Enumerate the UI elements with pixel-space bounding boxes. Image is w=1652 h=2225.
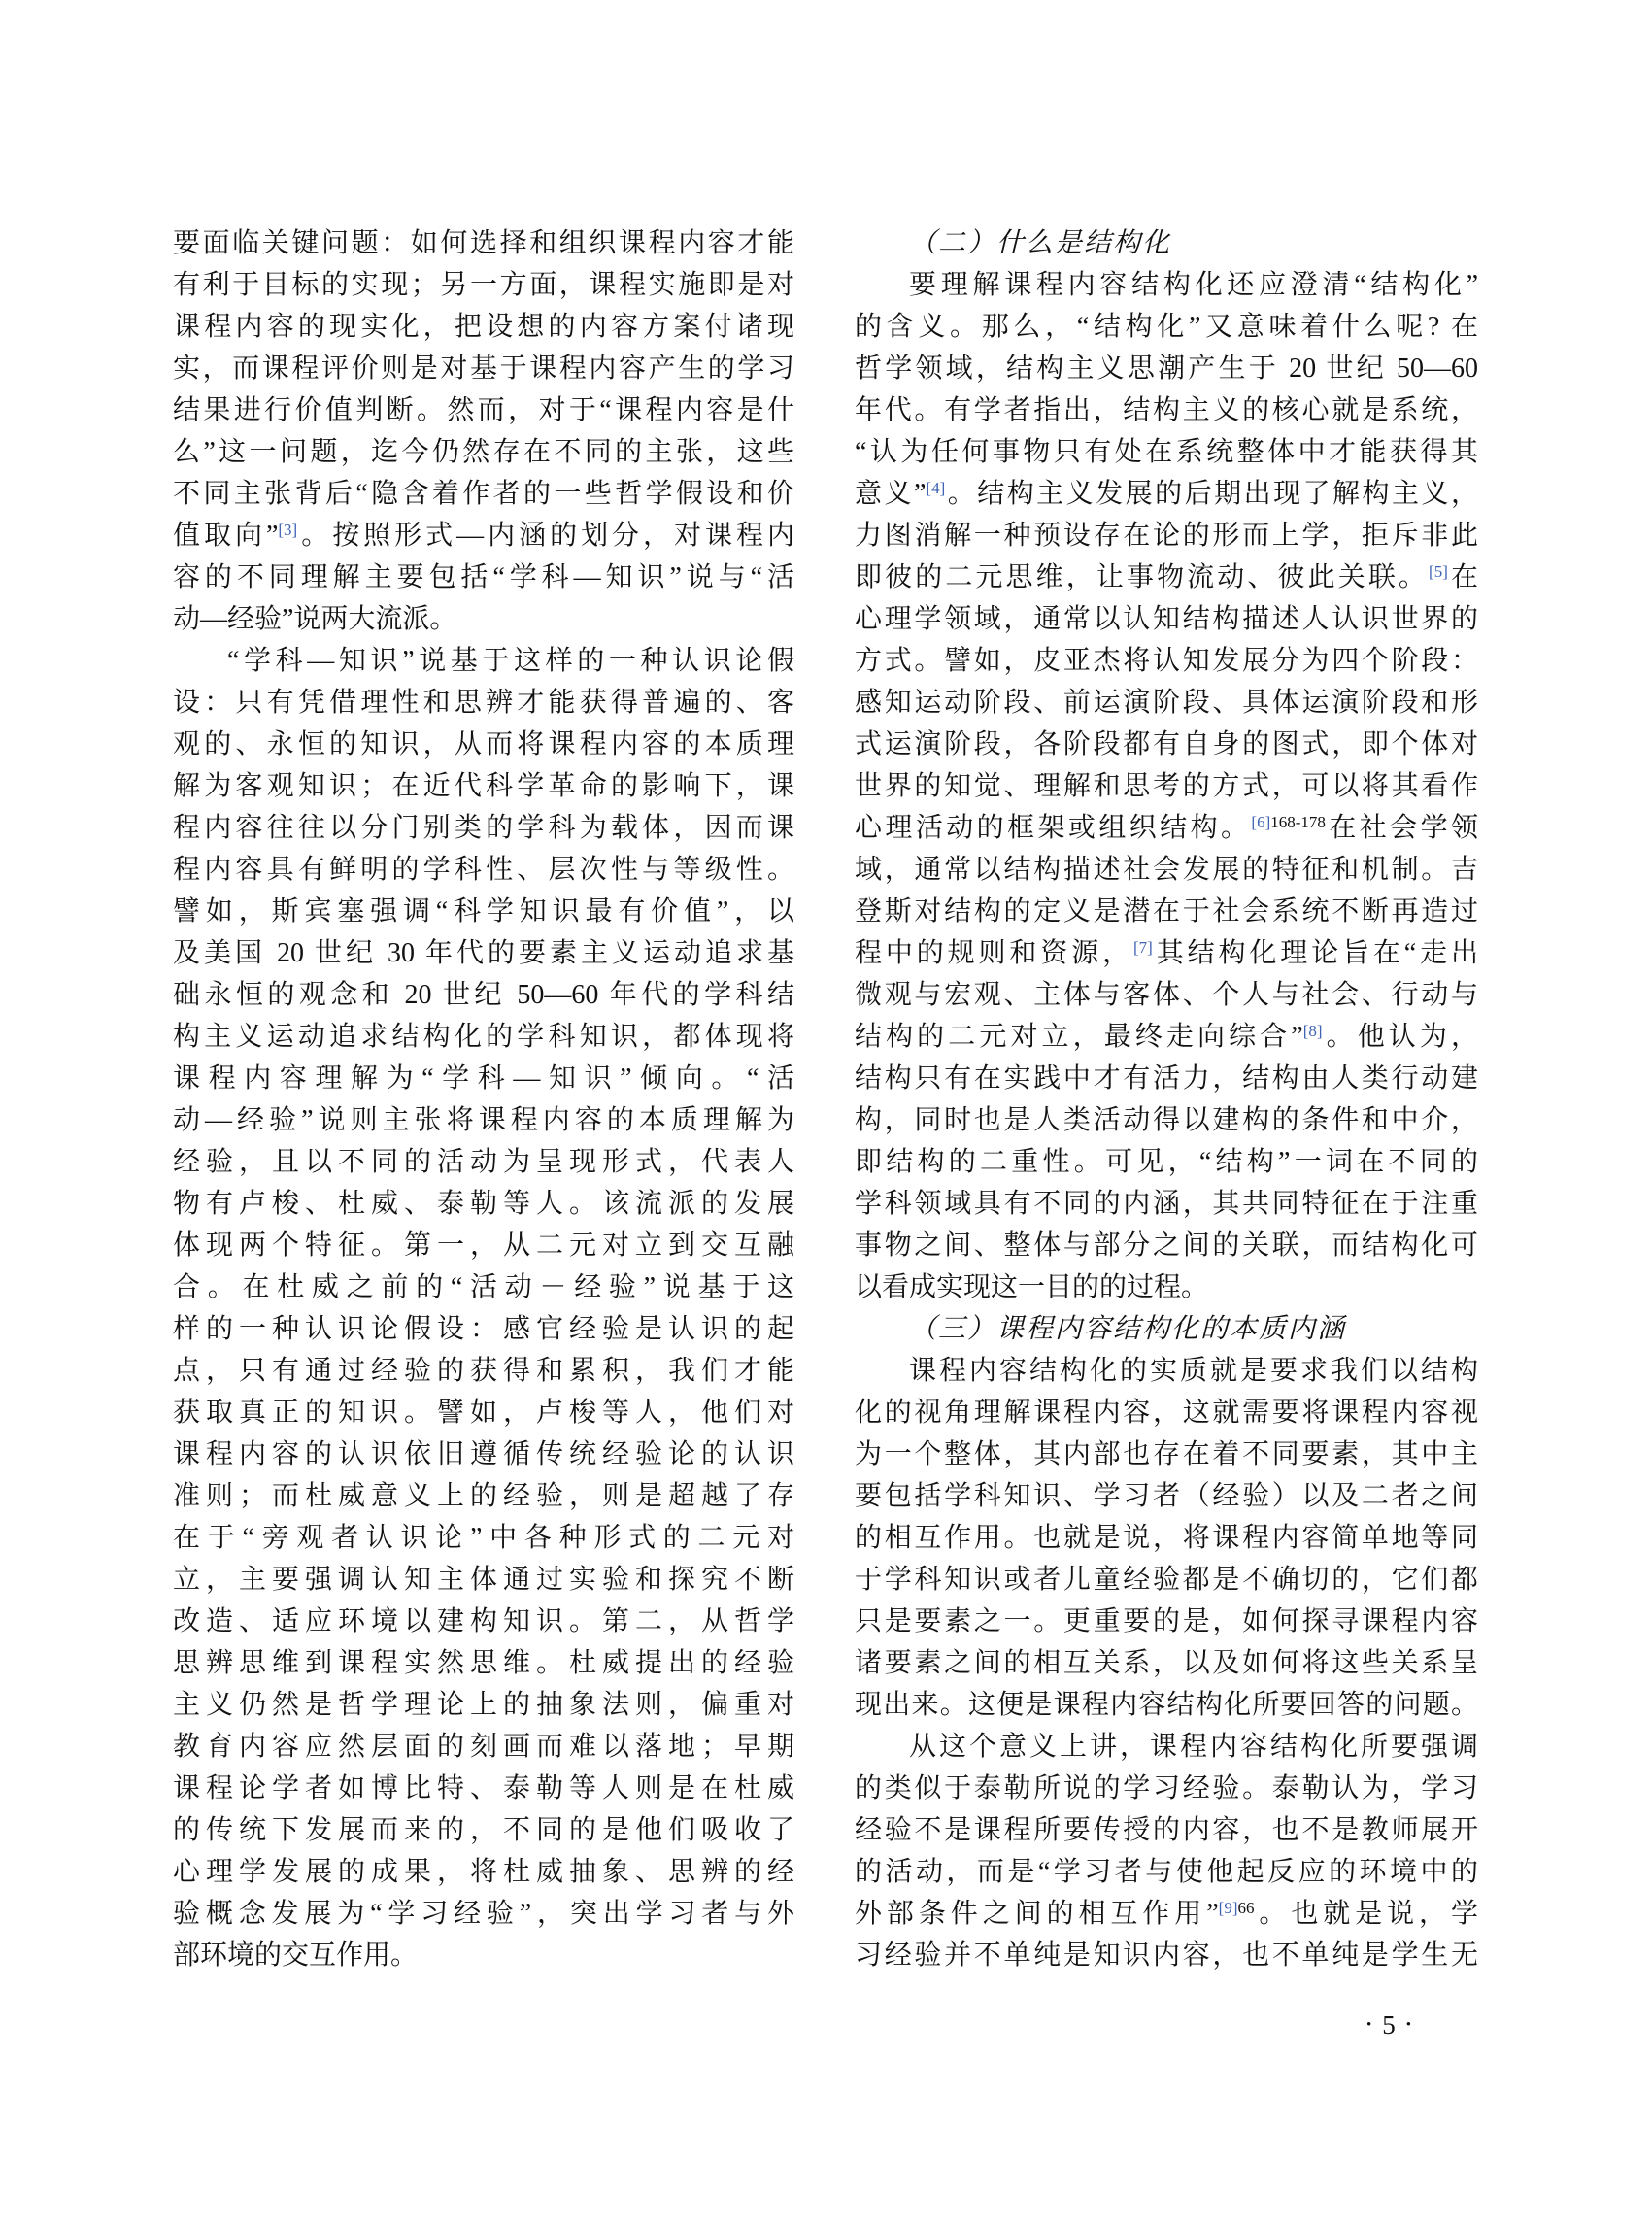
text-line — [855, 891, 1478, 932]
text-run: 诸要素之间的相互关系，以及如何将这些关系呈 — [855, 1648, 1478, 1678]
reference-marker: [9] — [1218, 1899, 1238, 1917]
text-run: 立，主要强调认知主体通过实验和探究不断 — [173, 1565, 794, 1595]
text-run: 课程内容的认识依旧遵循传统经验论的认识 — [173, 1439, 794, 1469]
text-run: 点，只有通过经验的获得和累积，我们才能 — [173, 1356, 794, 1386]
text-run: 于学科知识或者儿童经验都是不确切的，它们都 — [855, 1565, 1478, 1595]
text-line — [173, 1308, 794, 1350]
text-line — [173, 1183, 794, 1225]
page-number — [1356, 2010, 1422, 2040]
text-run: 课程内容的现实化，把设想的内容方案付诸现 — [173, 312, 794, 342]
text-column-right — [855, 222, 1478, 1976]
text-line — [173, 1016, 794, 1058]
text-line — [855, 765, 1478, 807]
text-line — [173, 1433, 794, 1475]
text-line — [173, 264, 794, 306]
text-run: 其结构化理论旨在“走出 — [1152, 938, 1478, 968]
text-run: （三）课程内容结构化的本质内涵 — [909, 1314, 1347, 1344]
text-line — [173, 431, 794, 473]
text-line — [855, 1809, 1478, 1851]
text-run: 物有卢梭、杜威、泰勒等人。该流派的发展 — [173, 1189, 794, 1219]
text-run: 获取真正的知识。譬如，卢梭等人，他们对 — [173, 1398, 794, 1428]
text-line — [855, 1433, 1478, 1475]
text-run: 。结构主义发展的后期出现了解构主义， — [945, 479, 1478, 509]
text-run: 构，同时也是人类活动得以建构的条件和中介， — [855, 1105, 1478, 1135]
text-run: 结构的二元对立，最终走向综合” — [855, 1022, 1303, 1052]
text-line — [855, 724, 1478, 765]
text-line — [855, 682, 1478, 724]
text-run: 心理学领域，通常以认知结构描述人认识世界的 — [855, 604, 1478, 634]
text-line — [173, 1392, 794, 1433]
page-number-dot-right: • — [1405, 2017, 1412, 2033]
text-column-left — [173, 222, 794, 1976]
text-line — [855, 932, 1478, 974]
text-run: 域，通常以结构描述社会发展的特征和机制。吉 — [855, 855, 1478, 885]
reference-page-range: 66 — [1237, 1899, 1255, 1917]
text-run: 经验，且以不同的活动为呈现形式，代表人 — [173, 1147, 794, 1177]
text-run: 外部条件之间的相互作用” — [855, 1899, 1219, 1929]
text-line — [173, 598, 794, 640]
text-line — [173, 1851, 794, 1893]
text-run: 事物之间、整体与部分之间的关联，而结构化可 — [855, 1230, 1478, 1261]
text-line — [855, 1768, 1478, 1809]
text-line — [173, 724, 794, 765]
text-line — [173, 1559, 794, 1601]
text-line — [173, 1809, 794, 1851]
reference-page-range: 168-178 — [1270, 813, 1326, 831]
text-run: 结果进行价值判断。然而，对于“课程内容是什 — [173, 395, 794, 425]
text-line — [855, 1183, 1478, 1225]
text-run: 。按照形式—内涵的划分，对课程内 — [297, 521, 794, 551]
text-run: 部环境的交互作用。 — [173, 1940, 419, 1971]
text-run: 不同主张背后“隐含着作者的一些哲学假设和价 — [173, 479, 794, 509]
text-line — [173, 1684, 794, 1726]
text-line — [173, 389, 794, 431]
text-run: 础永恒的观念和 20 世纪 50—60 年代的学科结 — [173, 980, 794, 1010]
text-run: 。他认为， — [1322, 1022, 1478, 1052]
text-run: 思辨思维到课程实然思维。杜威提出的经验 — [173, 1648, 794, 1678]
text-run: 的相互作用。也就是说，将课程内容简单地等同 — [855, 1523, 1478, 1553]
text-line — [855, 1016, 1478, 1058]
text-run: 以看成实现这一目的的过程。 — [855, 1272, 1209, 1302]
text-run: 观的、永恒的知识，从而将课程内容的本质理 — [173, 729, 794, 759]
text-line — [855, 1225, 1478, 1266]
text-run: 要理解课程内容结构化还应澄清“结构化” — [909, 270, 1478, 300]
text-run: “认为任何事物只有处在系统整体中才能获得其 — [855, 437, 1478, 467]
text-run: 要包括学科知识、学习者（经验）以及二者之间 — [855, 1481, 1478, 1511]
text-line — [173, 1225, 794, 1266]
text-run: 。也就是说，学 — [1254, 1899, 1478, 1929]
text-line — [855, 1642, 1478, 1684]
text-line — [173, 1350, 794, 1392]
text-line — [855, 1475, 1478, 1517]
page-number-dot-left: • — [1366, 2017, 1372, 2033]
text-run: 心理学发展的成果，将杜威抽象、思辨的经 — [173, 1857, 794, 1887]
text-run: 样的一种认识论假设：感官经验是认识的起 — [173, 1314, 794, 1344]
text-run: 实，而课程评价则是对基于课程内容产生的学习 — [173, 354, 794, 384]
text-run: 只是要素之一。更重要的是，如何探寻课程内容 — [855, 1606, 1478, 1636]
reference-marker: [6] — [1251, 813, 1271, 831]
text-run: 有利于目标的实现；另一方面，课程实施即是对 — [173, 270, 794, 300]
text-run: 的类似于泰勒所说的学习经验。泰勒认为，学习 — [855, 1773, 1478, 1804]
reference-marker: [4] — [926, 479, 946, 497]
text-line — [855, 515, 1478, 556]
text-line — [855, 1350, 1478, 1392]
text-run: 动—经验”说两大流派。 — [173, 604, 457, 634]
text-run: （二）什么是结构化 — [909, 228, 1172, 258]
text-line — [173, 515, 794, 556]
text-run: 为一个整体，其内部也存在着不同要素，其中主 — [855, 1439, 1478, 1469]
text-run: 要面临关键问题：如何选择和组织课程内容才能 — [173, 228, 794, 258]
text-line — [855, 473, 1478, 515]
text-run: 准则；而杜威意义上的经验，则是超越了存 — [173, 1481, 794, 1511]
text-line — [855, 640, 1478, 682]
text-run: 验概念发展为“学习经验”，突出学习者与外 — [173, 1899, 794, 1929]
reference-marker: [7] — [1132, 938, 1153, 957]
text-run: 化的视角理解课程内容，这就需要将课程内容视 — [855, 1398, 1478, 1428]
text-line — [173, 306, 794, 348]
text-line — [173, 1601, 794, 1642]
text-line — [173, 682, 794, 724]
text-line — [855, 431, 1478, 473]
text-run: 感知运动阶段、前运演阶段、具体运演阶段和形 — [855, 688, 1478, 718]
reference-marker: [5] — [1429, 562, 1448, 581]
text-run: 式运演阶段，各阶段都有自身的图式，即个体对 — [855, 729, 1478, 759]
text-line — [855, 306, 1478, 348]
text-line — [173, 1768, 794, 1809]
text-run: 的含义。那么，“结构化”又意味着什么呢? 在 — [855, 312, 1478, 342]
text-line — [173, 765, 794, 807]
text-line — [173, 1475, 794, 1517]
text-run: 在社会学领 — [1325, 813, 1478, 843]
text-run: 体现两个特征。第一，从二元对立到交互融 — [173, 1230, 794, 1261]
text-line — [855, 1141, 1478, 1183]
text-run: 心理活动的框架或组织结构。 — [855, 813, 1252, 843]
text-run: 世界的知觉、理解和思考的方式，可以将其看作 — [855, 771, 1478, 801]
text-line — [173, 1935, 794, 1976]
text-line — [855, 1726, 1478, 1768]
text-line — [855, 1601, 1478, 1642]
text-run: 教育内容应然层面的刻画而难以落地；早期 — [173, 1732, 794, 1762]
text-line — [173, 1266, 794, 1308]
text-line — [173, 1893, 794, 1935]
text-run: 结构只有在实践中才有活力，结构由人类行动建 — [855, 1063, 1478, 1094]
text-run: 力图消解一种预设存在论的形而上学，拒斥非此 — [855, 521, 1478, 551]
text-line — [173, 891, 794, 932]
text-run: 课程论学者如博比特、泰勒等人则是在杜威 — [173, 1773, 794, 1804]
text-line — [173, 1058, 794, 1099]
text-line — [855, 556, 1478, 598]
section-heading — [855, 222, 1478, 264]
text-run: 微观与宏观、主体与客体、个人与社会、行动与 — [855, 980, 1478, 1010]
text-run: 的活动，而是“学习者与使他起反应的环境中的 — [855, 1857, 1478, 1887]
text-line — [173, 222, 794, 264]
text-run: 解为客观知识；在近代科学革命的影响下，课 — [173, 771, 794, 801]
text-line — [855, 849, 1478, 891]
text-line — [173, 974, 794, 1016]
text-run: 现出来。这便是课程内容结构化所要回答的问题。 — [855, 1690, 1478, 1720]
text-run: 的传统下发展而来的，不同的是他们吸收了 — [173, 1815, 794, 1845]
page-number-value: 5 — [1382, 2010, 1396, 2040]
text-line — [855, 1099, 1478, 1141]
text-run: 程内容往往以分门别类的学科为载体，因而课 — [173, 813, 794, 843]
text-line — [855, 974, 1478, 1016]
text-line — [855, 598, 1478, 640]
text-line — [855, 1935, 1478, 1976]
text-run: 譬如，斯宾塞强调“科学知识最有价值”，以 — [173, 896, 794, 927]
text-line — [855, 1559, 1478, 1601]
text-line — [173, 849, 794, 891]
text-run: 即结构的二重性。可见，“结构”一词在不同的 — [855, 1147, 1478, 1177]
text-line — [173, 556, 794, 598]
text-line — [173, 640, 794, 682]
text-line — [855, 807, 1478, 849]
text-run: 学科领域具有不同的内涵，其共同特征在于注重 — [855, 1189, 1478, 1219]
text-run: 即彼的二元思维，让事物流动、彼此关联。 — [855, 562, 1430, 592]
text-line — [855, 1893, 1478, 1935]
text-run: 主义仍然是哲学理论上的抽象法则，偏重对 — [173, 1690, 794, 1720]
text-line — [855, 264, 1478, 306]
text-run: 意义” — [855, 479, 927, 509]
text-run: 登斯对结构的定义是潜在于社会系统不断再造过 — [855, 896, 1478, 927]
text-line — [855, 1517, 1478, 1559]
text-line — [173, 1517, 794, 1559]
text-line — [173, 1642, 794, 1684]
text-run: 改造、适应环境以建构知识。第二，从哲学 — [173, 1606, 794, 1636]
text-run: 课程内容理解为“学科—知识”倾向。“活 — [173, 1063, 794, 1094]
text-line — [173, 1141, 794, 1183]
text-line — [855, 1058, 1478, 1099]
text-run: 么”这一问题，迄今仍然存在不同的主张，这些 — [173, 437, 794, 467]
text-run: 程内容具有鲜明的学科性、层次性与等级性。 — [173, 855, 794, 885]
text-run: 习经验并不单纯是知识内容，也不单纯是学生无 — [855, 1940, 1478, 1971]
text-line — [173, 1099, 794, 1141]
text-run: 值取向” — [173, 521, 279, 551]
text-line — [173, 1726, 794, 1768]
text-line — [855, 389, 1478, 431]
text-line — [173, 473, 794, 515]
text-run: 合。在杜威之前的“活动－经验”说基于这 — [173, 1272, 794, 1302]
text-run: 动—经验”说则主张将课程内容的本质理解为 — [173, 1105, 794, 1135]
text-line — [855, 1684, 1478, 1726]
text-run: 设：只有凭借理性和思辨才能获得普遍的、客 — [173, 688, 794, 718]
text-run: “学科—知识”说基于这样的一种认识论假 — [227, 646, 794, 676]
text-run: 容的不同理解主要包括“学科—知识”说与“活 — [173, 562, 794, 592]
text-run: 从这个意义上讲，课程内容结构化所要强调 — [909, 1732, 1478, 1762]
text-run: 在 — [1447, 562, 1478, 592]
section-heading — [855, 1308, 1478, 1350]
text-line — [173, 932, 794, 974]
text-run: 构主义运动追求结构化的学科知识，都体现将 — [173, 1022, 794, 1052]
text-line — [173, 348, 794, 389]
text-run: 哲学领域，结构主义思潮产生于 20 世纪 50—60 — [855, 354, 1478, 384]
text-line — [855, 348, 1478, 389]
text-run: 经验不是课程所要传授的内容，也不是教师展开 — [855, 1815, 1478, 1845]
reference-marker: [8] — [1302, 1022, 1323, 1040]
text-run: 年代。有学者指出，结构主义的核心就是系统， — [855, 395, 1478, 425]
text-run: 及美国 20 世纪 30 年代的要素主义运动追求基 — [173, 938, 794, 968]
text-run: 方式。譬如，皮亚杰将认知发展分为四个阶段： — [855, 646, 1478, 676]
text-run: 程中的规则和资源， — [855, 938, 1133, 968]
text-line — [855, 1851, 1478, 1893]
text-run: 课程内容结构化的实质就是要求我们以结构 — [909, 1356, 1478, 1386]
text-line — [855, 1392, 1478, 1433]
text-line — [855, 1266, 1478, 1308]
text-line — [173, 807, 794, 849]
reference-marker: [3] — [278, 521, 298, 539]
text-run: 在于“旁观者认识论”中各种形式的二元对 — [173, 1523, 794, 1553]
